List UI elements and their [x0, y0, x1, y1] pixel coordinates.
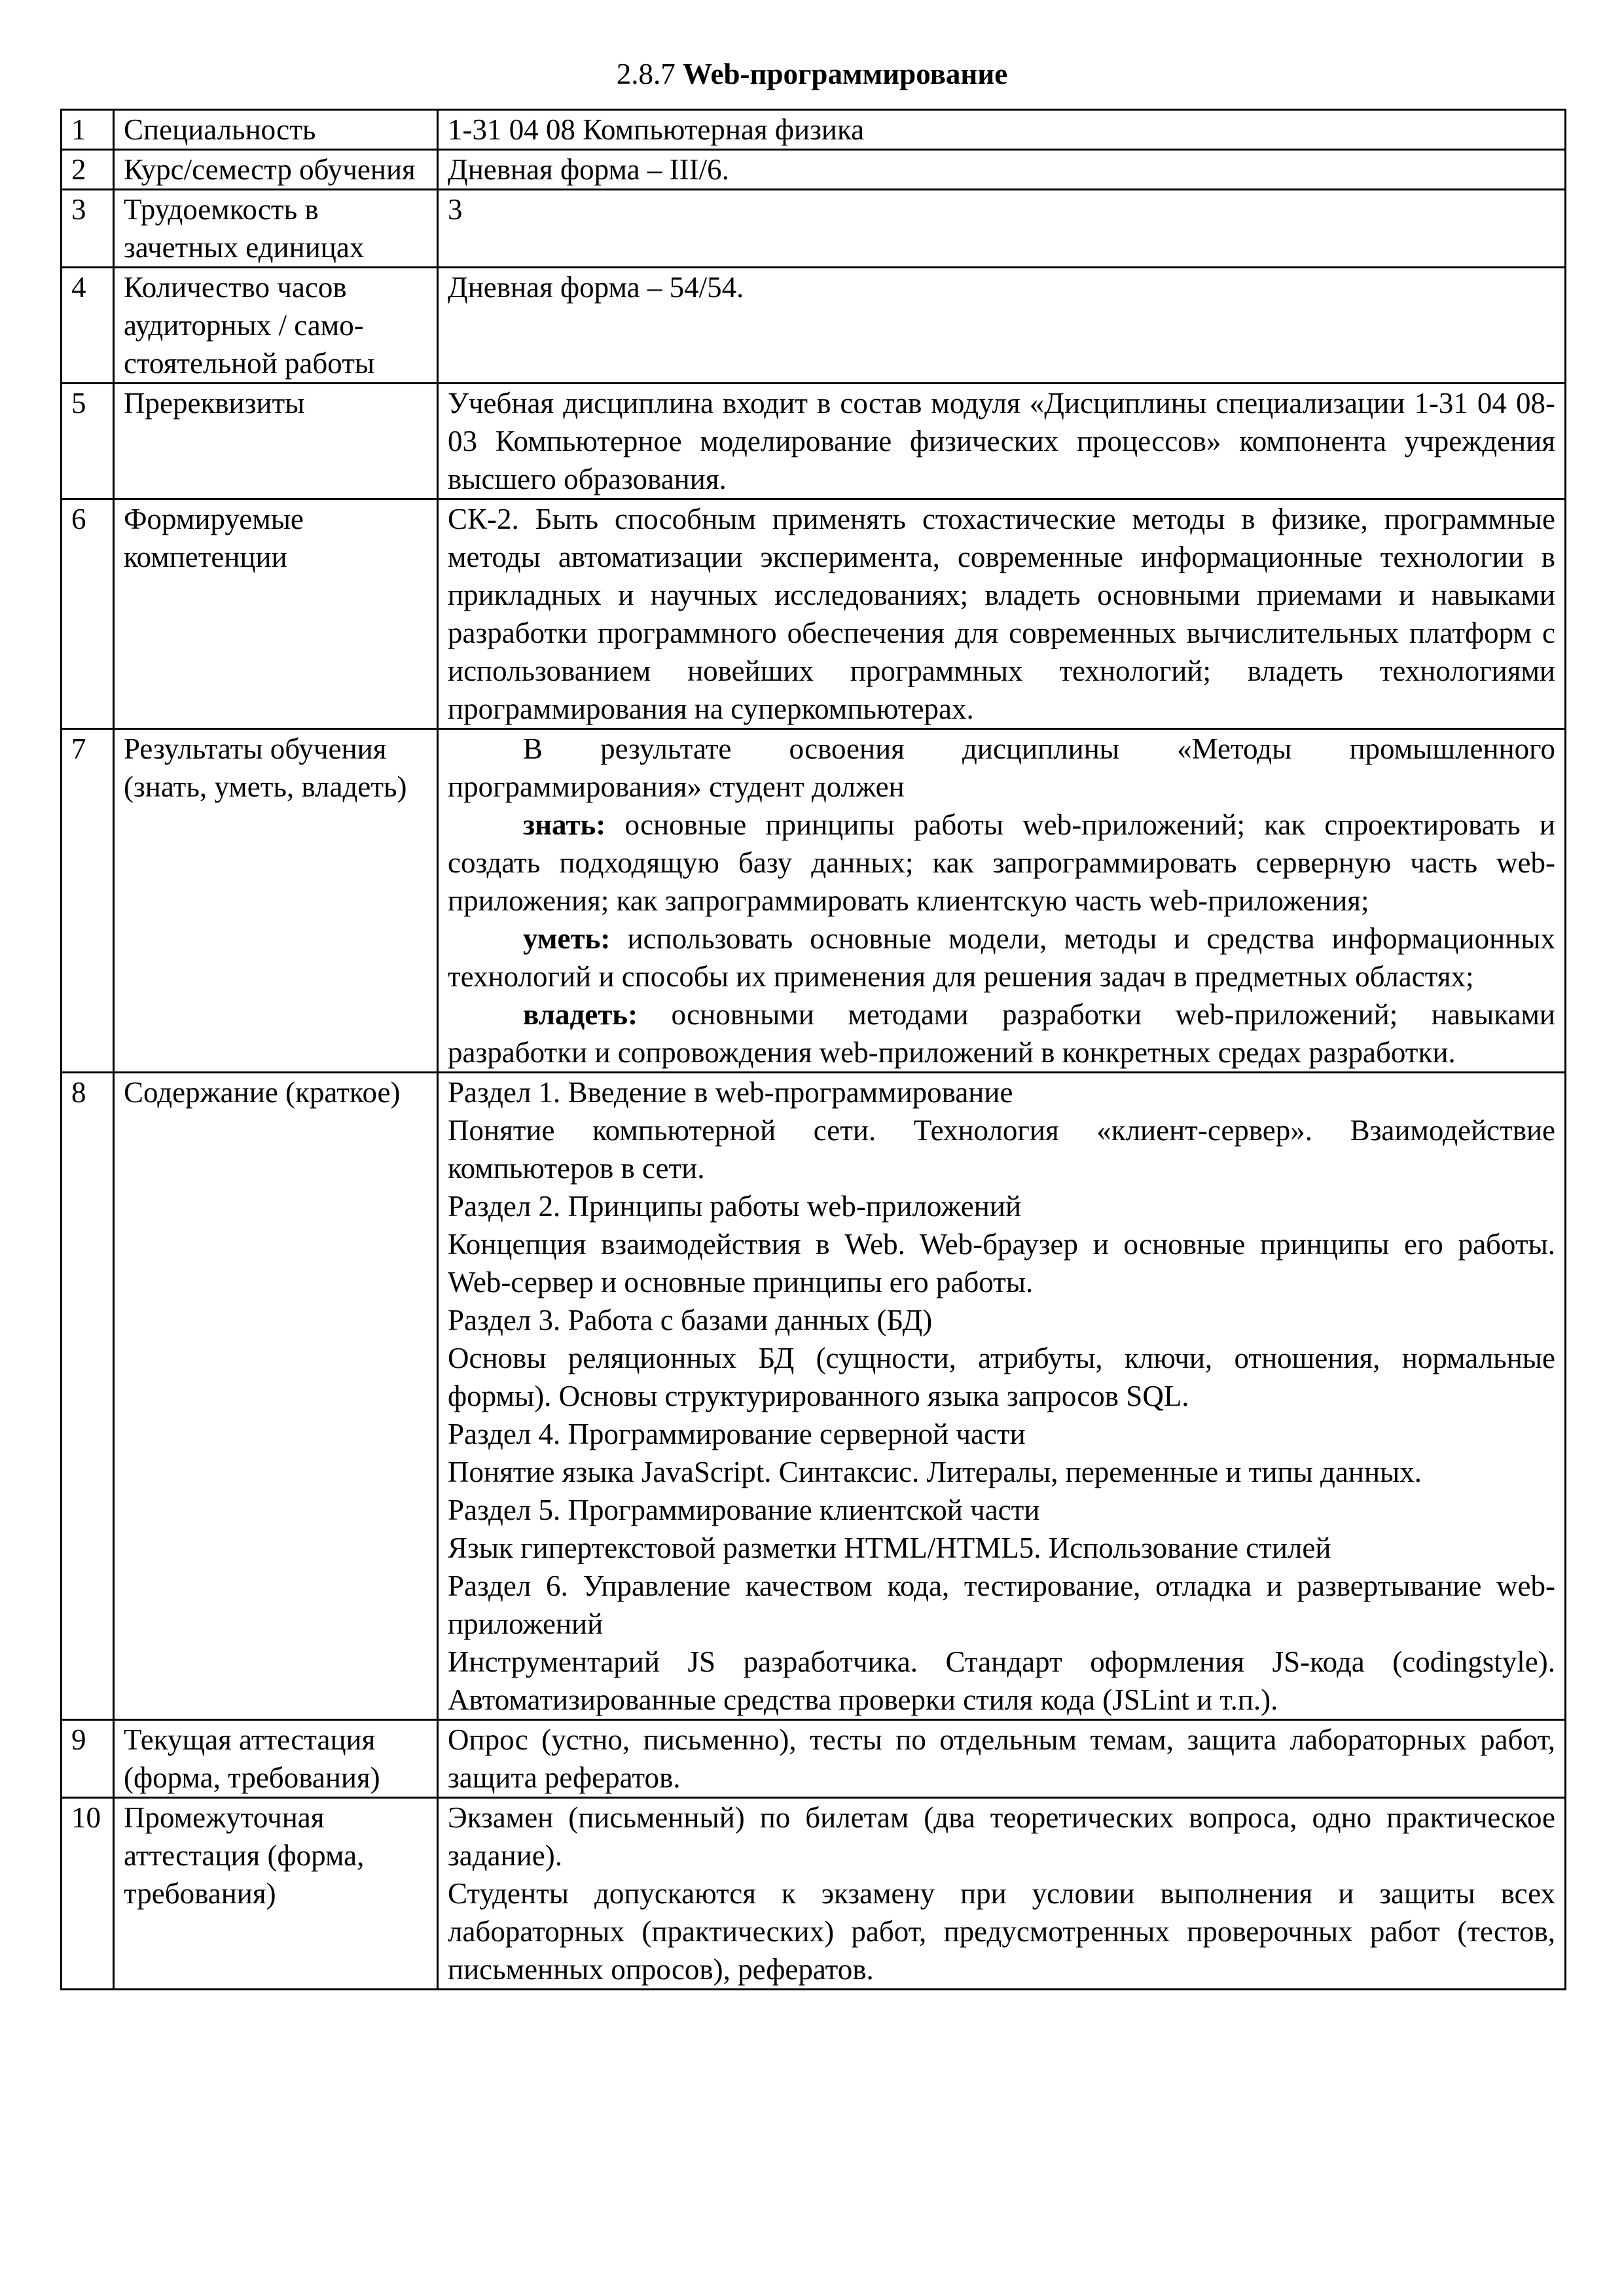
row-number: 5 [62, 384, 114, 499]
table-row [62, 150, 1566, 190]
own-label: владеть: [523, 998, 638, 1031]
section-heading: Раздел 2. Принципы работы web-приложений [448, 1190, 1022, 1223]
row-field: Текущая аттестация (форма, требования) [114, 1720, 438, 1798]
row-description: Дневная форма – 54/54. [438, 268, 1566, 384]
row-description: Опрос (устно, письменно), тесты по отдельным темам, защита лабораторных работ, защита рефератов. [438, 1720, 1566, 1798]
learning-own [448, 996, 1555, 1071]
table-row [62, 1073, 1566, 1720]
know-label: знать: [523, 808, 606, 841]
syllabus-table [60, 109, 1566, 1990]
row-number: 10 [62, 1798, 114, 1990]
row-number: 9 [62, 1720, 114, 1798]
row-number: 3 [62, 190, 114, 268]
row-description: Учебная дисциплина входит в состав модуля «Дисциплины специализации 1-31 04 08-03 Компьютерное моделирование физических процессов» компонента учреждения высшего образования. [438, 384, 1566, 499]
section-heading: Раздел 3. Работа с базами данных (БД) [448, 1304, 933, 1336]
row-field: Результаты обучения (знать, уметь, владеть) [114, 729, 438, 1073]
row-description: 1-31 04 08 Компьютерная физика [438, 110, 1566, 150]
row-field: Формируемые компетенции [114, 499, 438, 729]
section-heading: Раздел 5. Программирование клиентской части [448, 1494, 1040, 1526]
table-row [62, 499, 1566, 729]
row-field: Курс/семестр обучения [114, 150, 438, 190]
table-row [62, 190, 1566, 268]
can-label: уметь: [523, 922, 611, 955]
know-text: основные принципы работы web-приложений; как спроектировать и создать подходящую базу данных; как запрограммировать серверную часть web-приложения; как запрограммировать клиентскую часть web-приложения; [448, 808, 1555, 917]
table-row [62, 110, 1566, 150]
own-text: основными методами разработки web-приложений; навыками разработки и сопровождения web-приложений в конкретных средах разработки. [448, 998, 1555, 1069]
table-row [62, 729, 1566, 1073]
section-body: Основы реляционных БД (сущности, атрибуты, ключи, отношения, нормальные формы). Основы структурированного языка запросов SQL. [448, 1342, 1555, 1412]
row-field: Трудоемкость в зачетных единицах [114, 190, 438, 268]
row-description: 3 [438, 190, 1566, 268]
row-number: 2 [62, 150, 114, 190]
section-title [0, 56, 1624, 92]
row-field: Содержание (краткое) [114, 1073, 438, 1720]
row-number: 4 [62, 268, 114, 384]
section-heading: Раздел 1. Введение в web-программирование [448, 1076, 1013, 1109]
can-text: использовать основные модели, методы и средства информационных технологий и способы их применения для решения задач в предметных областях; [448, 922, 1555, 993]
row-field: Количество часов аудиторных / само-стоятельной работы [114, 268, 438, 384]
learning-can [448, 920, 1555, 996]
section-heading: Раздел 6. Управление качеством кода, тестирование, отладка и развертывание web-приложений [448, 1570, 1555, 1640]
section-body: Понятие компьютерной сети. Технология «клиент-сервер». Взаимодействие компьютеров в сети. [448, 1114, 1555, 1185]
exam-description: Экзамен (письменный) по билетам (два теоретических вопроса, одно практическое задание). [448, 1801, 1555, 1872]
section-body: Концепция взаимодействия в Web. Web-браузер и основные принципы его работы. Web-сервер и основные принципы его работы. [448, 1228, 1555, 1299]
table-row [62, 1720, 1566, 1798]
table-row [62, 384, 1566, 499]
learning-intro: В результате освоения дисциплины «Методы промышленного программирования» студент должен [448, 732, 1555, 803]
row-field: Специальность [114, 110, 438, 150]
section-heading: Раздел 4. Программирование серверной части [448, 1418, 1026, 1450]
row-field: Пререквизиты [114, 384, 438, 499]
table-row [62, 1798, 1566, 1990]
row-number: 6 [62, 499, 114, 729]
section-body: Понятие языка JavaScript. Синтаксис. Литералы, переменные и типы данных. [448, 1456, 1422, 1488]
section-body: Язык гипертекстовой разметки HTML/HTML5. Использование стилей [448, 1532, 1331, 1564]
row-number: 1 [62, 110, 114, 150]
row-field: Промежуточная аттестация (форма, требования) [114, 1798, 438, 1990]
row-description: Дневная форма – III/6. [438, 150, 1566, 190]
row-description: СК-2. Быть способным применять стохастические методы в физике, программные методы автоматизации эксперимента, современные информационные технологии в прикладных и научных исследованиях; владеть основными приемами и навыками разработки программного обеспечения для современных вычислительных платформ с использованием новейших программных технологий; владеть технологиями программирования на суперкомпьютерах. [438, 499, 1566, 729]
row-number: 8 [62, 1073, 114, 1720]
section-body: Инструментарий JS разработчика. Стандарт оформления JS-кода (codingstyle). Автоматизированные средства проверки стиля кода (JSLint и т.п.). [448, 1645, 1555, 1716]
row-number: 7 [62, 729, 114, 1073]
row-description [438, 1073, 1566, 1720]
exam-admission: Студенты допускаются к экзамену при условии выполнения и защиты всех лабораторных (практических) работ, предусмотренных проверочных работ (тестов, письменных опросов), рефератов. [448, 1877, 1555, 1986]
row-description [438, 1798, 1566, 1990]
section-number: 2.8.7 [616, 58, 683, 90]
section-title-bold: Web-программирование [683, 58, 1008, 90]
row-description [438, 729, 1566, 1073]
learning-know [448, 806, 1555, 920]
table-row [62, 268, 1566, 384]
